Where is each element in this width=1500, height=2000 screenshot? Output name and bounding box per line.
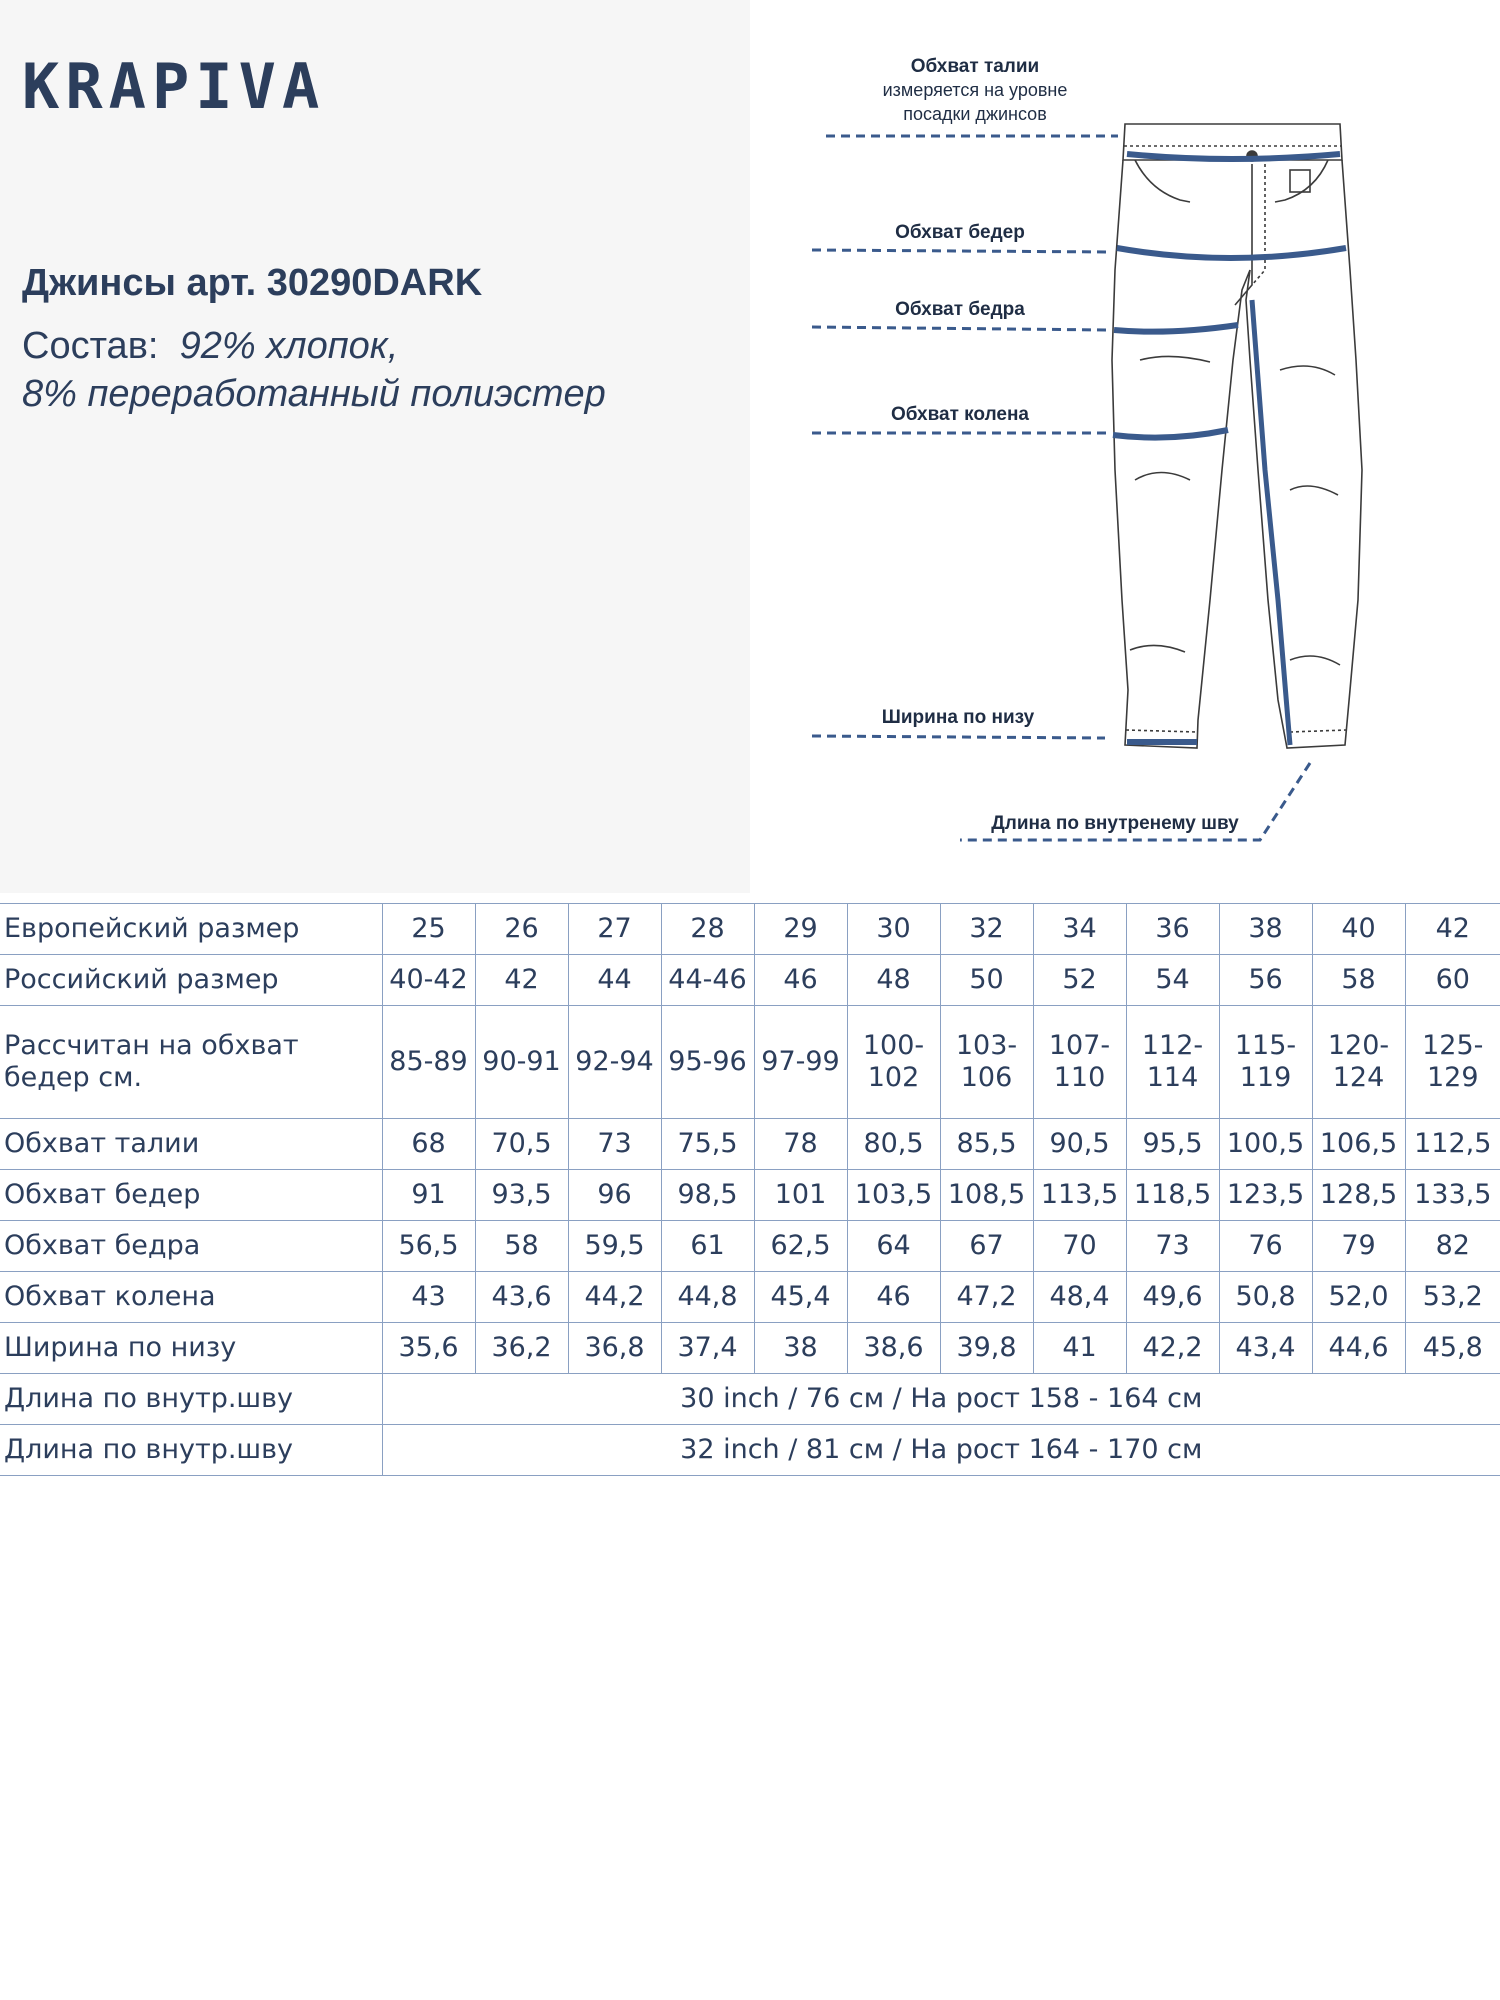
table-cell: 36,8 [568, 1323, 661, 1374]
leader-lines [812, 136, 1310, 840]
composition-label: Состав: [22, 325, 159, 367]
table-cell: 40 [1312, 904, 1405, 955]
size-table [0, 903, 1500, 1476]
table-cell: 73 [1126, 1221, 1219, 1272]
inseam-value: 32 inch / 81 см / На рост 164 - 170 см [382, 1425, 1500, 1476]
table-cell: 44,6 [1312, 1323, 1405, 1374]
table-cell: 73 [568, 1119, 661, 1170]
table-row [0, 1221, 1500, 1272]
table-cell: 54 [1126, 955, 1219, 1006]
table-cell: 42 [475, 955, 568, 1006]
cell-line-2: 114 [1146, 1062, 1199, 1093]
table-cell: 46 [754, 955, 847, 1006]
cell-line-1: 115- [1234, 1030, 1297, 1061]
table-cell: 50,8 [1219, 1272, 1312, 1323]
table-row [0, 1272, 1500, 1323]
cell-line-1: 107- [1048, 1030, 1111, 1061]
table-cell: 36,2 [475, 1323, 568, 1374]
table-cell: 98,5 [661, 1170, 754, 1221]
cell-line-1: 120- [1327, 1030, 1390, 1061]
table-row-inseam [0, 1374, 1500, 1425]
table-cell: 58 [475, 1221, 568, 1272]
inseam-value: 30 inch / 76 см / На рост 158 - 164 см [382, 1374, 1500, 1425]
table-cell: 53,2 [1405, 1272, 1500, 1323]
table-cell: 95,5 [1126, 1119, 1219, 1170]
waist-note-1: измеряется на уровне [882, 80, 1068, 100]
brand-logo: KRAPIVA [22, 50, 326, 123]
table-cell: 100,5 [1219, 1119, 1312, 1170]
table-cell: 67 [940, 1221, 1033, 1272]
table-cell: 36 [1126, 904, 1219, 955]
table-cell: 90,5 [1033, 1119, 1126, 1170]
table-cell: 29 [754, 904, 847, 955]
table-cell: 60 [1405, 955, 1500, 1006]
table-cell: 25 [382, 904, 475, 955]
table-cell: 37,4 [661, 1323, 754, 1374]
table-cell: 91 [382, 1170, 475, 1221]
cell-line-2: 124 [1332, 1062, 1385, 1093]
table-cell: 82 [1405, 1221, 1500, 1272]
table-cell: 59,5 [568, 1221, 661, 1272]
row-label: Длина по внутр.шву [0, 1425, 382, 1476]
table-cell [1312, 1006, 1405, 1119]
table-cell: 128,5 [1312, 1170, 1405, 1221]
table-cell [1033, 1006, 1126, 1119]
table-cell [847, 1006, 940, 1119]
cell-line-2: 110 [1053, 1062, 1106, 1093]
table-cell: 101 [754, 1170, 847, 1221]
cell-line-2: 106 [960, 1062, 1013, 1093]
table-cell: 80,5 [847, 1119, 940, 1170]
table-cell: 44,2 [568, 1272, 661, 1323]
table-cell: 56 [1219, 955, 1312, 1006]
table-cell: 92-94 [568, 1006, 661, 1119]
product-composition [22, 322, 606, 418]
row-label [0, 1006, 382, 1119]
table-cell: 64 [847, 1221, 940, 1272]
table-cell: 76 [1219, 1221, 1312, 1272]
table-cell: 103,5 [847, 1170, 940, 1221]
table-cell: 42 [1405, 904, 1500, 955]
cell-line-2: 119 [1239, 1062, 1292, 1093]
table-cell: 26 [475, 904, 568, 955]
table-cell: 47,2 [940, 1272, 1033, 1323]
table-cell: 34 [1033, 904, 1126, 955]
table-row [0, 1006, 1500, 1119]
table-row [0, 1119, 1500, 1170]
table-cell: 58 [1312, 955, 1405, 1006]
table-cell: 106,5 [1312, 1119, 1405, 1170]
table-cell: 56,5 [382, 1221, 475, 1272]
table-cell: 96 [568, 1170, 661, 1221]
row-label-line-2: бедер см. [4, 1062, 143, 1093]
table-cell: 44,8 [661, 1272, 754, 1323]
table-cell: 45,4 [754, 1272, 847, 1323]
table-cell: 85-89 [382, 1006, 475, 1119]
table-cell: 38,6 [847, 1323, 940, 1374]
table-cell: 50 [940, 955, 1033, 1006]
table-cell: 52,0 [1312, 1272, 1405, 1323]
table-row [0, 1323, 1500, 1374]
table-cell: 44 [568, 955, 661, 1006]
table-cell: 113,5 [1033, 1170, 1126, 1221]
table-cell: 118,5 [1126, 1170, 1219, 1221]
table-cell: 49,6 [1126, 1272, 1219, 1323]
inseam-measure-line [1252, 300, 1290, 745]
table-row [0, 1170, 1500, 1221]
table-cell: 97-99 [754, 1006, 847, 1119]
table-cell: 112,5 [1405, 1119, 1500, 1170]
table-cell: 43 [382, 1272, 475, 1323]
row-label: Длина по внутр.шву [0, 1374, 382, 1425]
table-cell: 35,6 [382, 1323, 475, 1374]
table-cell: 30 [847, 904, 940, 955]
table-cell: 123,5 [1219, 1170, 1312, 1221]
row-label: Обхват бедра [0, 1221, 382, 1272]
inseam-label: Длина по внутренему шву [991, 813, 1239, 834]
table-cell: 41 [1033, 1323, 1126, 1374]
table-cell: 38 [754, 1323, 847, 1374]
table-cell: 43,4 [1219, 1323, 1312, 1374]
table-cell: 95-96 [661, 1006, 754, 1119]
table-cell: 48 [847, 955, 940, 1006]
table-cell: 28 [661, 904, 754, 955]
cell-line-2: 102 [867, 1062, 920, 1093]
row-label: Европейский размер [0, 904, 382, 955]
table-cell: 75,5 [661, 1119, 754, 1170]
table-row [0, 955, 1500, 1006]
table-cell [1126, 1006, 1219, 1119]
cell-line-1: 112- [1141, 1030, 1204, 1061]
table-cell [1405, 1006, 1500, 1119]
table-cell: 43,6 [475, 1272, 568, 1323]
hips-label: Обхват бедер [895, 222, 1025, 243]
table-cell: 70 [1033, 1221, 1126, 1272]
table-cell: 108,5 [940, 1170, 1033, 1221]
table-cell: 39,8 [940, 1323, 1033, 1374]
header-panel [0, 0, 750, 893]
table-cell: 42,2 [1126, 1323, 1219, 1374]
cell-line-2: 129 [1426, 1062, 1479, 1093]
row-label: Обхват талии [0, 1119, 382, 1170]
table-cell: 48,4 [1033, 1272, 1126, 1323]
table-cell: 93,5 [475, 1170, 568, 1221]
table-cell: 38 [1219, 904, 1312, 955]
table-cell: 32 [940, 904, 1033, 955]
table-cell: 44-46 [661, 955, 754, 1006]
row-label: Обхват бедер [0, 1170, 382, 1221]
row-label: Ширина по низу [0, 1323, 382, 1374]
table-cell: 90-91 [475, 1006, 568, 1119]
table-cell: 45,8 [1405, 1323, 1500, 1374]
table-cell: 133,5 [1405, 1170, 1500, 1221]
table-cell: 78 [754, 1119, 847, 1170]
composition-line-2: 8% переработанный полиэстер [22, 373, 606, 415]
table-cell [1219, 1006, 1312, 1119]
product-title: Джинсы арт. 30290DARK [22, 262, 483, 304]
cell-line-1: 125- [1422, 1030, 1484, 1061]
knee-label: Обхват колена [890, 404, 1030, 425]
table-cell: 46 [847, 1272, 940, 1323]
table-cell: 85,5 [940, 1119, 1033, 1170]
hem-label: Ширина по низу [881, 707, 1035, 728]
composition-line-1: 92% хлопок, [179, 325, 399, 367]
thigh-label: Обхват бедра [895, 299, 1025, 320]
jeans-measurement-diagram [790, 40, 1500, 860]
table-cell: 27 [568, 904, 661, 955]
waist-label: Обхват талии [910, 56, 1040, 77]
table-cell: 70,5 [475, 1119, 568, 1170]
cell-line-1: 103- [955, 1030, 1018, 1061]
row-label-line-1: Рассчитан на обхват [4, 1030, 299, 1061]
table-cell: 61 [661, 1221, 754, 1272]
table-cell: 40-42 [382, 955, 475, 1006]
table-cell: 79 [1312, 1221, 1405, 1272]
table-cell: 68 [382, 1119, 475, 1170]
table-cell [940, 1006, 1033, 1119]
size-table-body [0, 904, 1500, 1476]
cell-line-1: 100- [862, 1030, 925, 1061]
row-label: Российский размер [0, 955, 382, 1006]
row-label: Обхват колена [0, 1272, 382, 1323]
table-cell: 62,5 [754, 1221, 847, 1272]
waist-note-2: посадки джинсов [903, 104, 1047, 124]
table-cell: 52 [1033, 955, 1126, 1006]
table-row [0, 904, 1500, 955]
table-row-inseam [0, 1425, 1500, 1476]
